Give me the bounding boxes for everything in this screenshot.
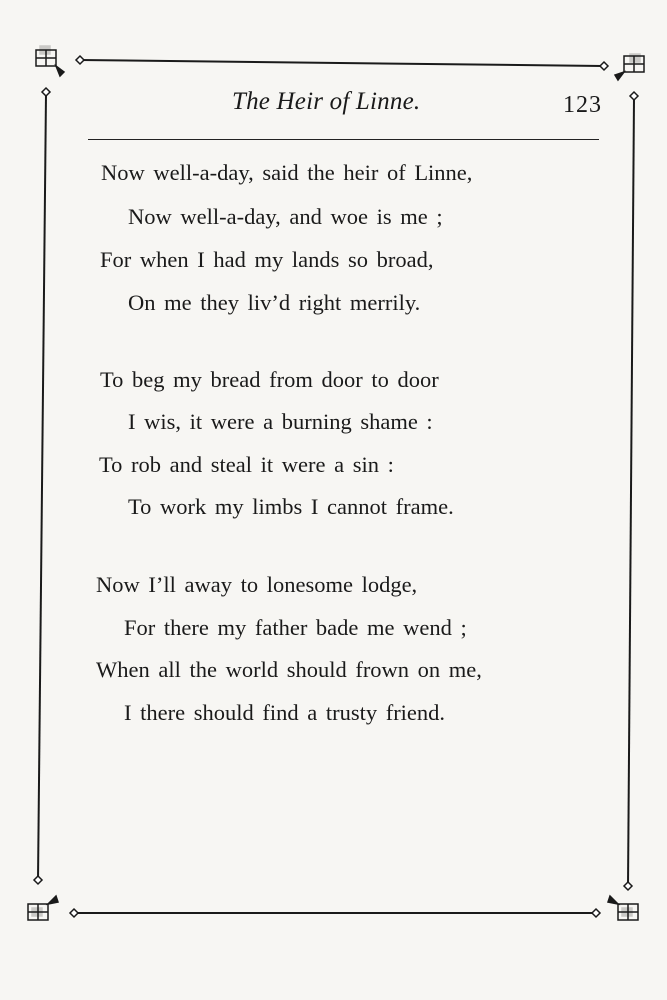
verse-line: Now well-a-day, said the heir of Linne,	[101, 160, 473, 185]
verse-line: To rob and steal it were a sin :	[99, 452, 394, 477]
verse-line: Now I’ll away to lonesome lodge,	[96, 572, 418, 597]
corner-ornament-bottom-right	[592, 882, 638, 920]
verse-line: For there my father bade me wend ;	[124, 615, 467, 640]
running-head-title: The Heir of Linne.	[232, 88, 421, 115]
verse-line: I wis, it were a burning shame :	[128, 409, 433, 434]
verse-line: When all the world should frown on me,	[96, 657, 482, 682]
corner-ornament-top-right	[600, 54, 644, 100]
verse-line: On me they liv’d right merrily.	[128, 290, 421, 315]
verse-line: I there should find a trusty friend.	[124, 700, 446, 725]
frame-left-line	[38, 94, 46, 880]
frame-right-line	[628, 98, 634, 886]
page-number: 123	[563, 92, 602, 118]
verse-line: To beg my bread from door to door	[100, 367, 439, 392]
corner-ornament-top-left	[36, 46, 84, 96]
verse-line: To work my limbs I cannot frame.	[128, 494, 454, 519]
corner-ornament-bottom-left	[28, 876, 78, 920]
frame-top-line	[80, 60, 602, 66]
verse-line: Now well-a-day, and woe is me ;	[128, 204, 443, 229]
verse-line: For when I had my lands so broad,	[100, 247, 434, 272]
header-rule	[88, 139, 599, 140]
